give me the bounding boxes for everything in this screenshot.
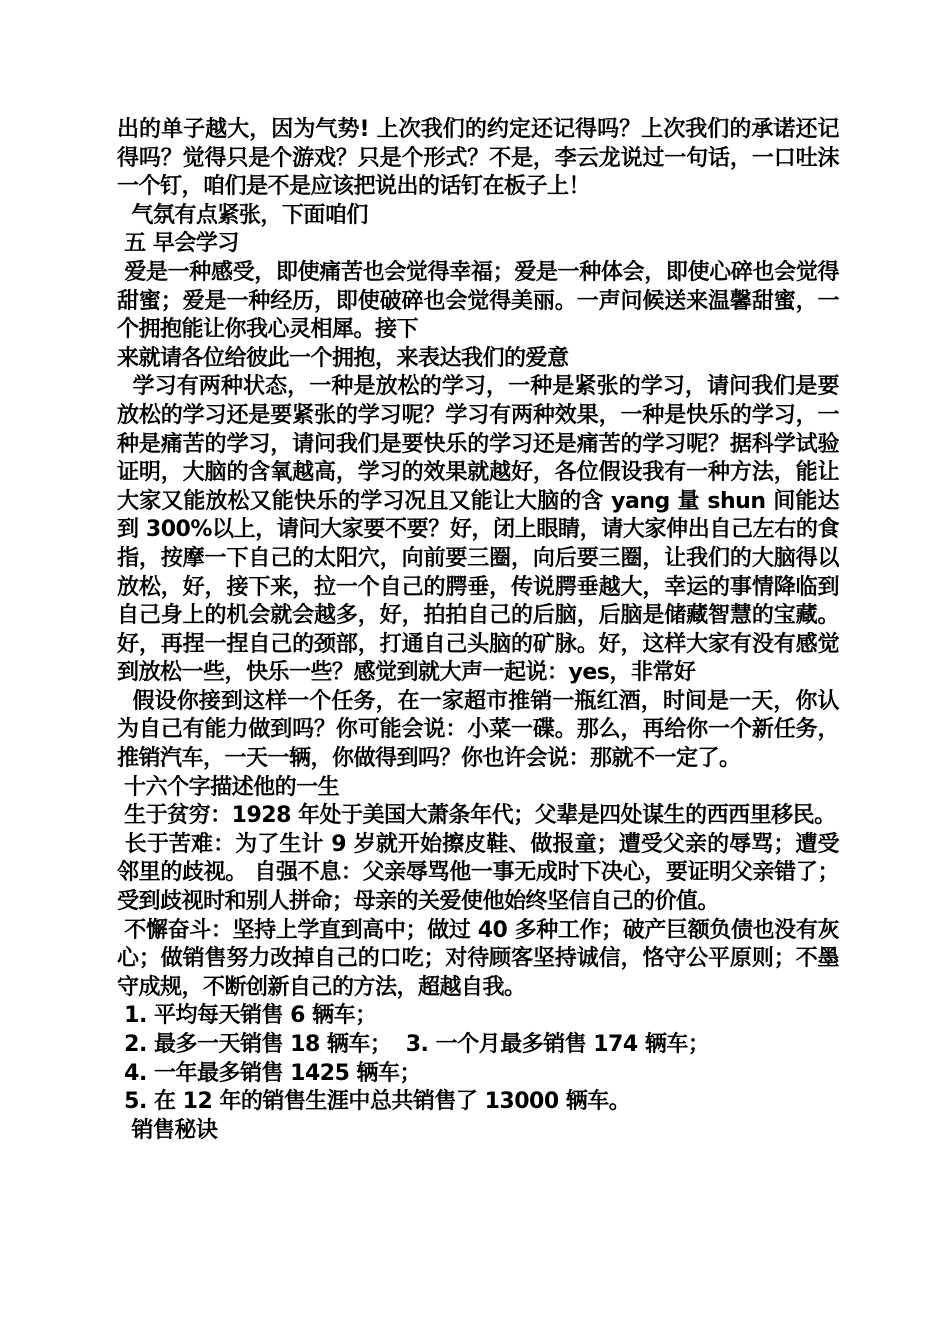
paragraph-grew-hardship: 长于苦难：为了生计 9 岁就开始擦皮鞋、做报童；遭受父亲的辱骂；遭受邻里的歧视。 自强不息：父亲辱骂他一事无成时下决心，要证明父亲错了；受到歧视时和别人拼命；母亲的关爱使他始终坚信自己的价值。 bbox=[117, 831, 839, 915]
paragraph-learning-states: 学习有两种状态，一种是放松的学习，一种是紧张的学习，请问我们是要放松的学习还是要紧张的学习呢？学习有两种效果，一种是快乐的学习，一种是痛苦的学习，请问我们是要快乐的学习还是痛苦的学习呢？据科学试验证明，大脑的含氧越高，学习的效果就越好，各位假设我有一种方法，能让大家又能放松又能快乐的学习况且又能让大脑的含 yang 量 shun 间能达到 300%以上，请问大家要不要？好，闭上眼睛，请大家伸出自己左右的食指，按摩一下自己的太阳穴，向前要三圈，向后要三圈，让我们的大脑得以放松，好，接下来，拉一个自己的腭垂，传说腭垂越大，幸运的事情降临到自己身上的机会就会越多，好，拍拍自己的后脑，后脑是储藏智慧的宝藏。好，再捏一捏自己的颈部，打通自己头脑的矿脉。好，这样大家有没有感觉到放松一些，快乐一些？感觉到就大声一起说：yes，非常好 bbox=[117, 374, 839, 686]
list-item-max-day-month: 2. 最多一天销售 18 辆车； 3. 一个月最多销售 174 辆车； bbox=[117, 1032, 710, 1057]
heading-sales-secrets: 销售秘诀 bbox=[117, 1117, 218, 1143]
paragraph-hug: 来就请各位给彼此一个拥抱，来表达我们的爱意 bbox=[117, 345, 569, 371]
paragraph-pledge: 出的单子越大，因为气势! 上次我们的约定还记得吗？上次我们的承诺还记得吗？觉得只是个游戏？只是个形式？不是，李云龙说过一句话，一口吐沫一个钉，咱们是不是应该把说出的话钉在板子上！ bbox=[117, 117, 839, 200]
heading-sixteen-characters: 十六个字描述他的一生 bbox=[117, 774, 340, 800]
paragraph-born-poor: 生于贫穷：1928 年处于美国大萧条年代；父辈是四处谋生的西西里移民。 bbox=[117, 803, 836, 829]
paragraph-struggle: 不懈奋斗：坚持上学直到高中；做过 40 多种工作；破产巨额负债也没有灰心；做销售努力改掉自己的口吃；对待顾客坚持诚信，恪守公平原则；不墨守成规，不断创新自己的方法，超越自我。 bbox=[117, 917, 839, 1000]
list-item-daily-sales: 1. 平均每天销售 6 辆车； bbox=[117, 1003, 377, 1029]
paragraph-love: 爱是一种感受，即使痛苦也会觉得幸福；爱是一种体会，即使心碎也会觉得甜蜜；爱是一种经历，即使破碎也会觉得美丽。一声问候送来温馨甜蜜，一个拥抱能让你我心灵相犀。接下 bbox=[117, 259, 839, 343]
paragraph-atmosphere: 气氛有点紧张，下面咱们 bbox=[117, 202, 368, 228]
list-item-max-year: 4. 一年最多销售 1425 辆车； bbox=[117, 1060, 422, 1086]
section-heading-morning-study: 五 早会学习 bbox=[117, 231, 239, 257]
document-body bbox=[117, 116, 839, 1145]
list-item-total-sales: 5. 在 12 年的销售生涯中总共销售了 13000 辆车。 bbox=[117, 1089, 631, 1115]
paragraph-sales-task: 假设你接到这样一个任务，在一家超市推销一瓶红酒，时间是一天，你认为自己有能力做到吗？你可能会说：小菜一碟。那么，再给你一个新任务，推销汽车，一天一辆，你做得到吗？你也许会说：那就不一定了。 bbox=[117, 688, 839, 772]
